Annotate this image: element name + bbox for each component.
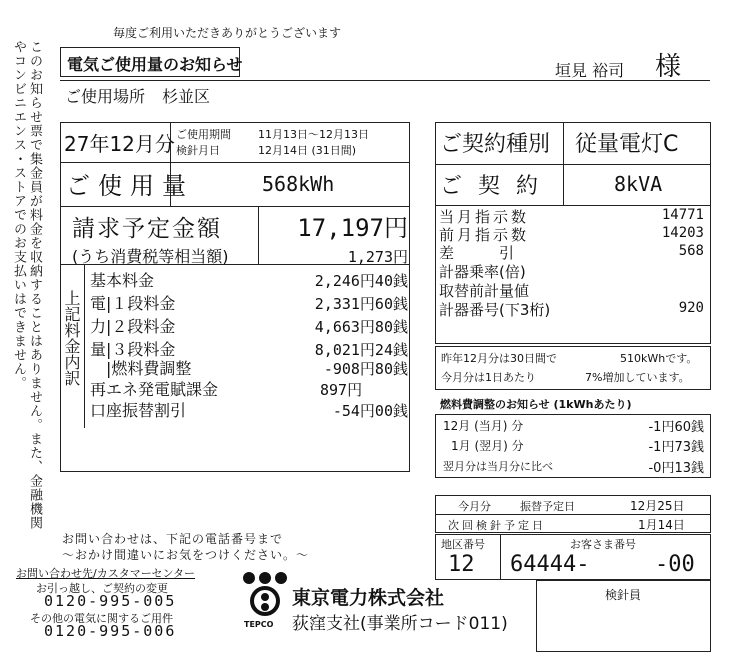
total-divider-v: [258, 206, 259, 264]
place-label: ご使用場所: [65, 87, 146, 106]
company-name: 東京電力株式会社: [292, 587, 445, 609]
contract-type-value: 従量電灯C: [575, 132, 679, 157]
contract-capacity-label: ご契約: [440, 174, 555, 199]
reading-label: 検針月日: [176, 144, 220, 157]
total-value: 17,197円: [297, 214, 408, 242]
comparison-line1-value: 510kWhです。: [620, 352, 698, 365]
period-label: ご使用期間: [176, 128, 231, 141]
customer-number-main: 64444-: [510, 552, 590, 577]
fuel-row-0-value: -1円60銭: [648, 420, 704, 435]
meter-0-label: 当月指示数: [439, 208, 530, 226]
breakdown-label: 上記料金内訳: [62, 290, 81, 386]
customer-number-divider: [500, 534, 501, 580]
tepco-logo-icon: [240, 570, 290, 620]
side-note: このお知らせ票で集金員が料金を収納することはありません。また、金融機関やコンビニエンス・ストアでのお支払いはできません。: [11, 40, 42, 530]
period-value: 11月13日～12月13日: [258, 128, 369, 141]
item-3-label: 量|３段料金: [90, 340, 176, 359]
usage-value: 568kWh: [262, 172, 335, 196]
meter-3-label: 計器乗率(倍): [439, 263, 526, 281]
item-6-label: 口座振替割引: [90, 401, 187, 420]
meter-5-value: 920: [678, 300, 704, 316]
meter-4-label: 取替前計量値: [439, 282, 530, 300]
next-reading-value: 1月14日: [638, 518, 685, 532]
meter-2-label: 差 引: [439, 244, 515, 262]
billing-month: 27年12月分: [64, 132, 175, 156]
transfer-label: 振替予定日: [520, 500, 575, 513]
contract-type-label: ご契約種別: [440, 132, 551, 157]
transfer-value: 12月25日: [630, 499, 685, 513]
item-5-label: 再エネ発電賦課金: [90, 380, 219, 399]
item-2-value: 4,663円80銭: [314, 318, 408, 336]
billing-divider-3: [60, 264, 410, 265]
fuel-row-0-label: 12月 (当月) 分: [443, 419, 524, 433]
honorific: 様: [655, 52, 682, 82]
item-1-label: 電|１段料金: [90, 294, 176, 313]
meter-1-label: 前月指示数: [439, 226, 530, 244]
item-1-value: 2,331円60銭: [314, 295, 408, 313]
comparison-line2-value: 7%増加しています。: [585, 371, 690, 384]
comparison-line2-prefix: 今月分は1日あたり: [441, 371, 536, 384]
company-branch: 荻窪支社(事業所コード011): [292, 614, 508, 634]
meter-0-value: 14771: [661, 207, 704, 223]
notice-title-box: [60, 47, 243, 77]
item-2-label: 力|２段料金: [90, 317, 176, 336]
place-value: 杉並区: [162, 87, 211, 106]
item-5-value: 897円: [320, 381, 363, 399]
customer-number-suffix: -00: [655, 552, 695, 577]
next-reading-label: 次回検針予定日: [448, 519, 546, 532]
fuel-row-1-value: -1円73銭: [648, 440, 704, 455]
breakdown-divider-v: [84, 264, 85, 428]
inquiry-line2: ～おかけ間違いにお気をつけください。～: [62, 548, 310, 562]
contract-divider-h: [435, 164, 711, 165]
contract-capacity-value: 8kVA: [614, 172, 663, 196]
schedule-divider: [435, 514, 711, 515]
usage-label: ご使用量: [66, 172, 194, 200]
transfer-prefix: 今月分: [458, 500, 491, 513]
comparison-line1-prefix: 昨年12月分は30日間で: [441, 352, 557, 365]
tepco-logo: [240, 570, 290, 632]
item-0-value: 2,246円40銭: [314, 272, 408, 290]
fuel-row-1-label: 1月 (翌月) 分: [451, 439, 524, 453]
tax-label: (うち消費税等相当額): [72, 247, 229, 266]
billing-divider-2: [60, 206, 410, 207]
total-label: 請求予定金額: [72, 216, 222, 242]
reading-value: 12月14日 (31日間): [258, 144, 357, 157]
item-6-value: -54円00銭: [332, 402, 408, 420]
item-0-label: 基本料金: [90, 271, 155, 290]
notice-title: 電気ご使用量のお知らせ: [67, 55, 243, 74]
moving-phone: 0120-995-005: [44, 592, 177, 610]
inspector-label: 検針員: [605, 588, 642, 602]
other-phone: 0120-995-006: [44, 622, 177, 640]
fuel-row-2-value: -0円13銭: [648, 461, 704, 476]
tax-value: 1,273円: [347, 248, 408, 266]
moving-label: お引っ越し、ご契約の変更: [36, 582, 168, 595]
meter-5-label: 計器番号(下3桁): [439, 301, 551, 319]
customer-number-label: お客さま番号: [570, 538, 636, 551]
inquiry-line1: お問い合わせは、下記の電話番号まで: [62, 532, 284, 546]
other-label: その他の電気に関するご用件: [30, 612, 173, 625]
tepco-logo-text: TEPCO: [244, 620, 274, 629]
item-3-value: 8,021円24銭: [314, 341, 408, 359]
billing-divider-1: [60, 162, 410, 163]
district-value: 12: [448, 552, 475, 577]
meter-1-value: 14203: [661, 225, 704, 241]
fuel-notice-title: 燃料費調整のお知らせ (1kWhあたり): [440, 398, 632, 411]
item-4-value: -908円80銭: [323, 360, 408, 378]
customer-center-label: お問い合わせ先/カスタマーセンター: [16, 567, 196, 580]
customer-name: 垣見 裕司: [555, 61, 625, 80]
district-label: 地区番号: [441, 538, 485, 551]
greeting-text: 毎度ご利用いただきありがとうございます: [113, 26, 342, 40]
item-4-label: |燃料費調整: [106, 359, 192, 378]
meter-2-value: 568: [678, 243, 704, 259]
fuel-row-2-label: 翌月分は当月分に比べ: [443, 460, 553, 473]
